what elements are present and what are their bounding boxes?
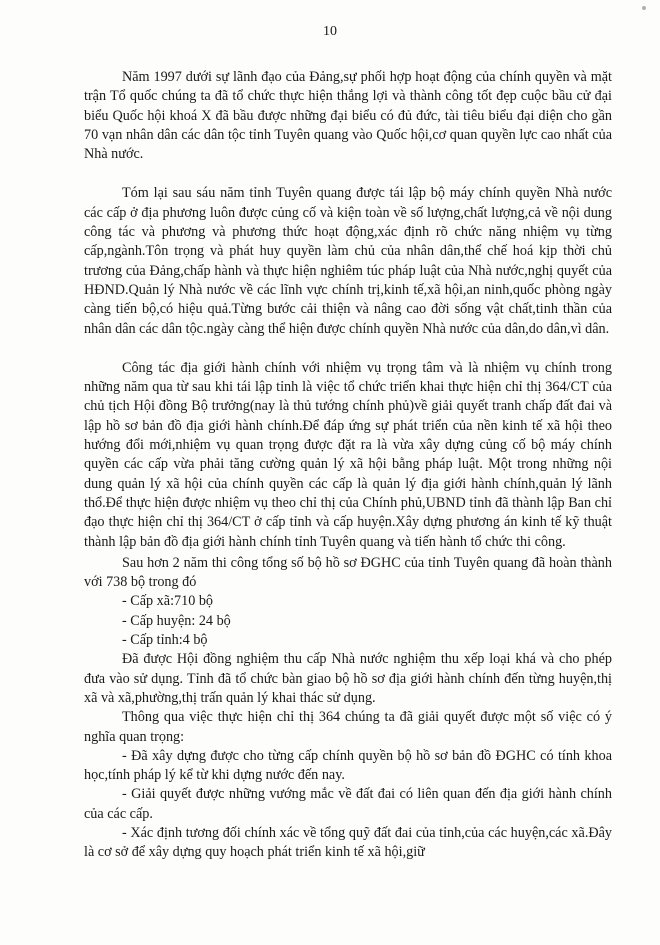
result-item-land-fund: - Xác định tương đối chính xác về tổng quỹ đất đai của tỉnh,của các huyện,các xã.Đây là cơ sở để xây dựng quy hoạch phát triển kinh tế xã hội,giữ [84,824,612,861]
paragraph-summary: Tóm lại sau sáu năm tỉnh Tuyên quang được tái lập bộ máy chính quyền Nhà nước các cấp ở địa phương luôn được củng cố và kiện toàn về số lượng,chất lượng,cả về nội dung công tác và phương và phương thức hoạt động,xác định rõ chức năng nhiệm vụ từng cấp,ngành.Tôn trọng và phát huy quyền làm chủ của nhân dân,thể chế hoá kịp thời chủ trương của Đảng,chấp hành và thực hiện nghiêm túc pháp luật của Nhà nước,nghị quyết của HĐND.Quản lý Nhà nước về các lĩnh vực chính trị,kinh tế,xã hội,an ninh,quốc phòng ngày càng tiến bộ,có hiệu quả.Từng bước cải thiện và nâng cao đời sống vật chất,tinh thần của nhân dân các dân tộc.ngày càng thể hiện được chính quyền Nhà nước của dân,do dân,vì dân. [84,185,612,337]
document-body [84,68,612,863]
result-item-maps: - Đã xây dựng được cho từng cấp chính quyền bộ hồ sơ bản đồ ĐGHC có tính khoa học,tính pháp lý kể từ khi dựng nước đến nay. [84,747,612,784]
paragraph-dossier-count: Sau hơn 2 năm thi công tổng số bộ hồ sơ ĐGHC của tỉnh Tuyên quang đã hoàn thành với 738 bộ trong đó [84,554,612,591]
scan-speck [642,6,646,10]
dossier-list [84,592,612,650]
paragraph-boundary-work: Công tác địa giới hành chính với nhiệm vụ trọng tâm và là nhiệm vụ chính trong những năm qua từ sau khi tái lập tỉnh là việc tổ chức triển khai thực hiện chỉ thị 364/CT của chủ tịch Hội đồng Bộ trưởng(nay là thủ tướng chính phủ)về giải quyết tranh chấp đất đai và lập hồ sơ bản đồ địa giới hành chính.Để đáp ứng sự phát triển của nền kinh tế xã hội theo hướng đổi mới,nhiệm vụ quan trọng được đặt ra là vừa xây dựng củng cố bộ máy chính quyền các cấp vừa phải tăng cường quản lý xã hội bằng pháp luật. Một trong những nội dung quản lý xã hội của chính quyền các cấp là quản lý địa giới hành chính,quản lý lãnh thổ.Để thực hiện được nhiệm vụ theo chỉ thị của Chính phủ,UBND tỉnh đã thành lập Ban chỉ đạo thực hiện chỉ thị 364/CT ở cấp tỉnh và cấp huyện.Xây dựng phương án kinh tế kỹ thuật thành lập bản đồ địa giới hành chính tỉnh Tuyên quang và tiến hành tổ chức thi công. [84,359,612,550]
paragraph-election: Năm 1997 dưới sự lãnh đạo của Đảng,sự phối hợp hoạt động của chính quyền và mặt trận Tổ quốc chúng ta đã tổ chức thực hiện thắng lợi và thành công tốt đẹp cuộc bầu cử đại biểu Quốc hội khoá X đã bầu được những đại biểu có đủ đức, tài tiêu biểu đại diện cho gần 70 vạn nhân dân các dân tộc tỉnh Tuyên quang vào Quốc hội,cơ quan quyền lực cao nhất của Nhà nước. [84,69,612,163]
page-number: 10 [323,24,337,39]
paragraph-results-intro: Thông qua việc thực hiện chỉ thị 364 chúng ta đã giải quyết được một số việc có ý nghĩa quan trọng: [84,709,612,745]
list-item-district: - Cấp huyện: 24 bộ [122,612,231,629]
list-item-commune: - Cấp xã:710 bộ [122,593,214,610]
paragraph-acceptance: Đã được Hội đồng nghiệm thu cấp Nhà nước nghiệm thu xếp loại khá và cho phép đưa vào sử dụng. Tỉnh đã tổ chức bàn giao bộ hồ sơ địa giới hành chính đến từng huyện,thị xã và xã,phường,thị trấn quản lý khai thác sử dụng. [84,651,612,706]
result-item-land-disputes: - Giải quyết được những vướng mắc về đất đai có liên quan đến địa giới hành chính của các cấp. [84,786,612,822]
list-item-province: - Cấp tỉnh:4 bộ [122,632,208,649]
